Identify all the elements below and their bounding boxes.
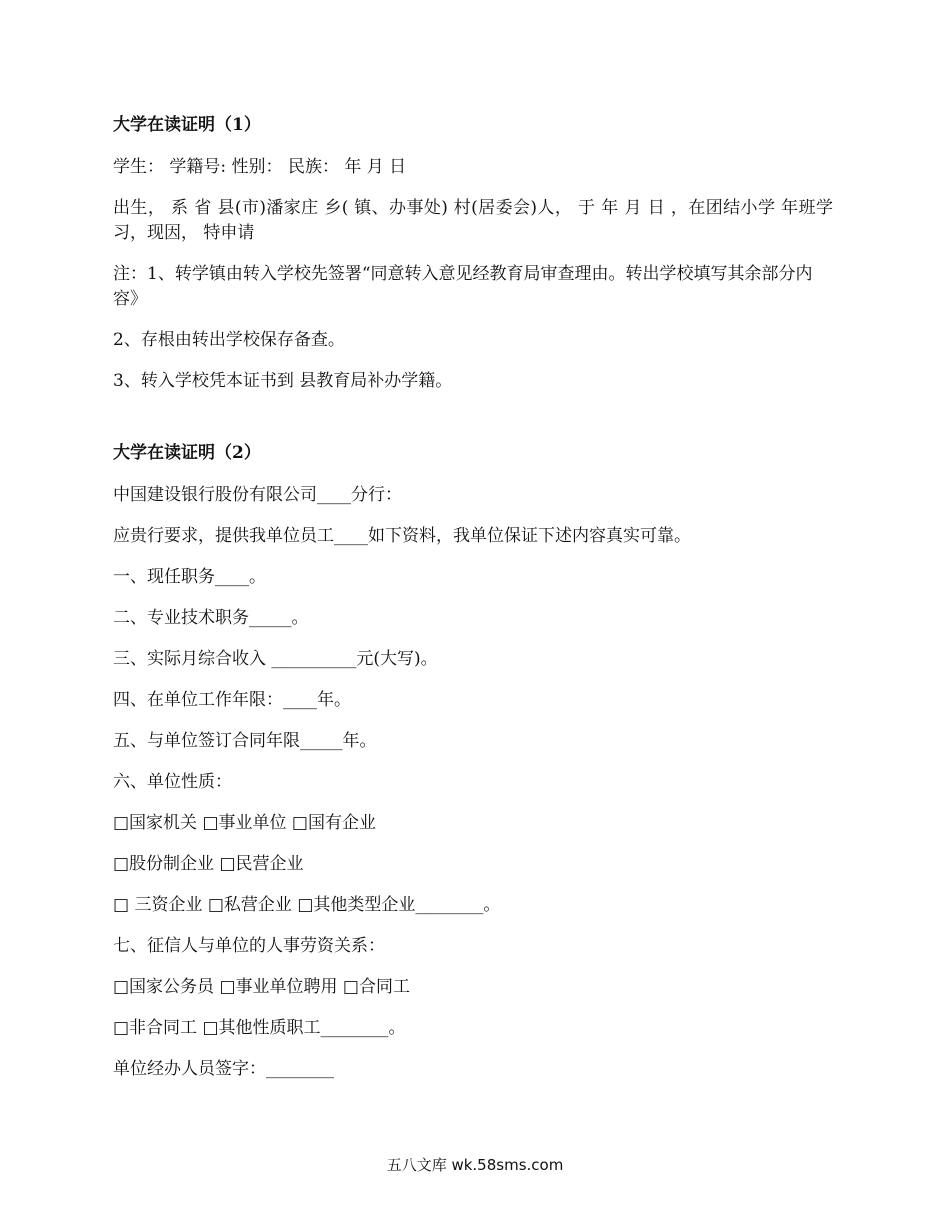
bank-line: 中国建设银行股份有限公司____分行： bbox=[113, 485, 402, 505]
years-employed-line: 四、在单位工作年限：____年。 bbox=[113, 690, 351, 710]
footer-watermark: 五八文库 wk.58sms.com bbox=[386, 1156, 564, 1174]
position-line: 一、现任职务____。 bbox=[113, 567, 266, 587]
tech-title-line: 二、专业技术职务_____。 bbox=[113, 608, 309, 628]
section2-title: 大学在读证明（2） bbox=[113, 443, 261, 463]
unit-nature-options-2: □股份制企业 □民营企业 bbox=[113, 854, 304, 874]
note-1: 注：1、转学镇由转入学校先签署“同意转入意见经教育局审查理由。转出学校填写其余部分内容》 bbox=[113, 264, 813, 309]
request-line: 应贵行要求，提供我单位员工____如下资料，我单位保证下述内容真实可靠。 bbox=[113, 526, 691, 546]
unit-nature-options-3: □ 三资企业 □私营企业 □其他类型企业________。 bbox=[113, 895, 501, 915]
birth-paragraph: 出生， 系 省 县(市)潘家庄 乡( 镇、办事处) 村(居委会)人， 于 年 月 日 ，在团结小学 年班学习，现因， 特申请 bbox=[113, 198, 833, 243]
section-spacer bbox=[113, 410, 833, 440]
relation-options-2: □非合同工 □其他性质职工________。 bbox=[113, 1018, 406, 1038]
signature-line: 单位经办人员签字：________ bbox=[113, 1059, 334, 1079]
unit-nature-heading: 六、单位性质： bbox=[113, 772, 232, 792]
note-2: 2、存根由转出学校保存备查。 bbox=[113, 330, 345, 350]
relation-heading: 七、征信人与单位的人事劳资关系： bbox=[113, 936, 385, 956]
contract-years-line: 五、与单位签订合同年限_____年。 bbox=[113, 731, 377, 751]
unit-nature-options-1: □国家机关 □事业单位 □国有企业 bbox=[113, 813, 376, 833]
note-3: 3、转入学校凭本证书到 县教育局补办学籍。 bbox=[113, 371, 453, 391]
student-info-line: 学生： 学籍号: 性别： 民族： 年 月 日 bbox=[113, 157, 407, 177]
document-content bbox=[113, 112, 833, 1098]
section1-title: 大学在读证明（1） bbox=[113, 115, 261, 135]
income-line: 三、实际月综合收入 __________元(大写)。 bbox=[113, 649, 438, 669]
relation-options-1: □国家公务员 □事业单位聘用 □合同工 bbox=[113, 977, 410, 997]
